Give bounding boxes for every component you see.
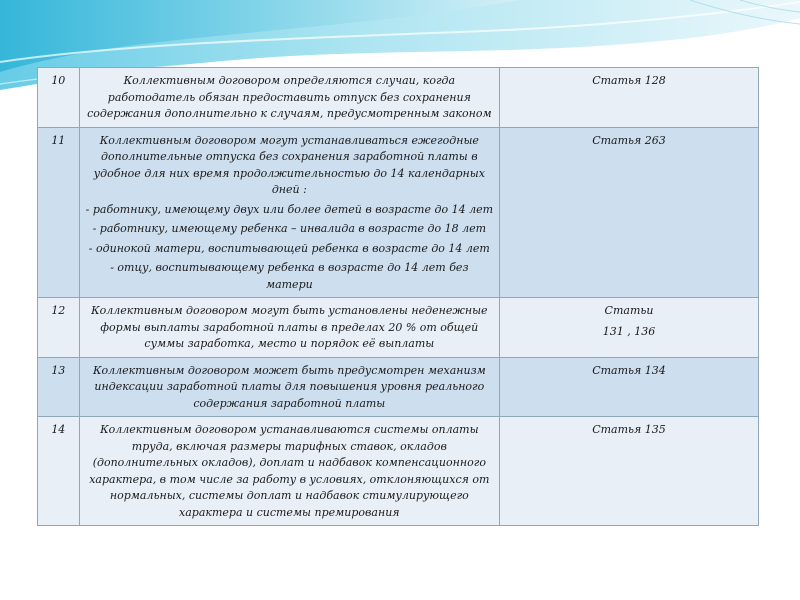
- row-number: 13: [38, 357, 80, 417]
- provision-paragraph: Коллективным договором устанавливаются системы оплаты труда, включая размеры тарифных ставок, окладов (дополнительных окладов), доплат и надбавок компенсационного характера, в том числе за работу в условиях, отклоняющихся от нормальных, системы доплат и надбавок стимулирующего характера и системы премирования: [89, 423, 490, 519]
- article-label: Статьи: [604, 304, 654, 317]
- labor-code-table: [37, 67, 759, 526]
- article-reference: [500, 127, 759, 298]
- provision-list-item: - работнику, имеющему двух или более детей в возрасте до 14 лет: [85, 202, 494, 216]
- row-number: 10: [38, 68, 80, 128]
- provision-paragraph: Коллективным договором определяются случаи, когда работодатель обязан предоставить отпуск без сохранения содержания дополнительно к случаям, предусмотренным законом: [87, 74, 492, 120]
- provision-list-item: - отцу, воспитывающему ребенка в возрасте до 14 лет без матери: [110, 261, 469, 291]
- table-row: [38, 357, 759, 417]
- table-row: [38, 417, 759, 526]
- article-label: Статья 263: [592, 133, 666, 147]
- provision-paragraph: Коллективным договором может быть предусмотрен механизм индексации заработной платы для повышения уровня реального содержания заработной платы: [92, 363, 486, 410]
- article-label: Статья 134: [592, 363, 666, 377]
- article-label: Статья 128: [592, 74, 666, 87]
- row-number: 14: [38, 417, 80, 526]
- table-row: [38, 127, 759, 298]
- provision-paragraph: Коллективным договором могут устанавливаться ежегодные дополнительные отпуска без сохранения заработной платы в удобное для них время продолжительностью до 14 календарных дней :: [93, 133, 485, 196]
- provision-list-item: - работнику, имеющему ребенка – инвалида в возрасте до 18 лет: [92, 222, 487, 235]
- provision-text: [79, 357, 499, 417]
- table-row: [38, 68, 759, 128]
- article-reference: [500, 357, 759, 417]
- provision-text: [79, 68, 499, 128]
- provision-paragraph: Коллективным договором могут быть установлены неденежные формы выплаты заработной платы в пределах 20 % от общей суммы заработка, место и порядок её выплаты: [91, 304, 488, 350]
- article-reference: [500, 417, 759, 526]
- provision-text: [79, 298, 499, 358]
- article-reference: [500, 298, 759, 358]
- row-number: 12: [38, 298, 80, 358]
- article-label: Статья 135: [592, 423, 666, 436]
- provision-text: [79, 417, 499, 526]
- provision-list-item: - одинокой матери, воспитывающей ребенка в возрасте до 14 лет: [88, 241, 490, 255]
- article-reference: [500, 68, 759, 128]
- table-row: [38, 298, 759, 358]
- row-number: 11: [38, 127, 80, 298]
- article-numbers: 131 , 136: [602, 324, 656, 338]
- provision-text: [79, 127, 499, 298]
